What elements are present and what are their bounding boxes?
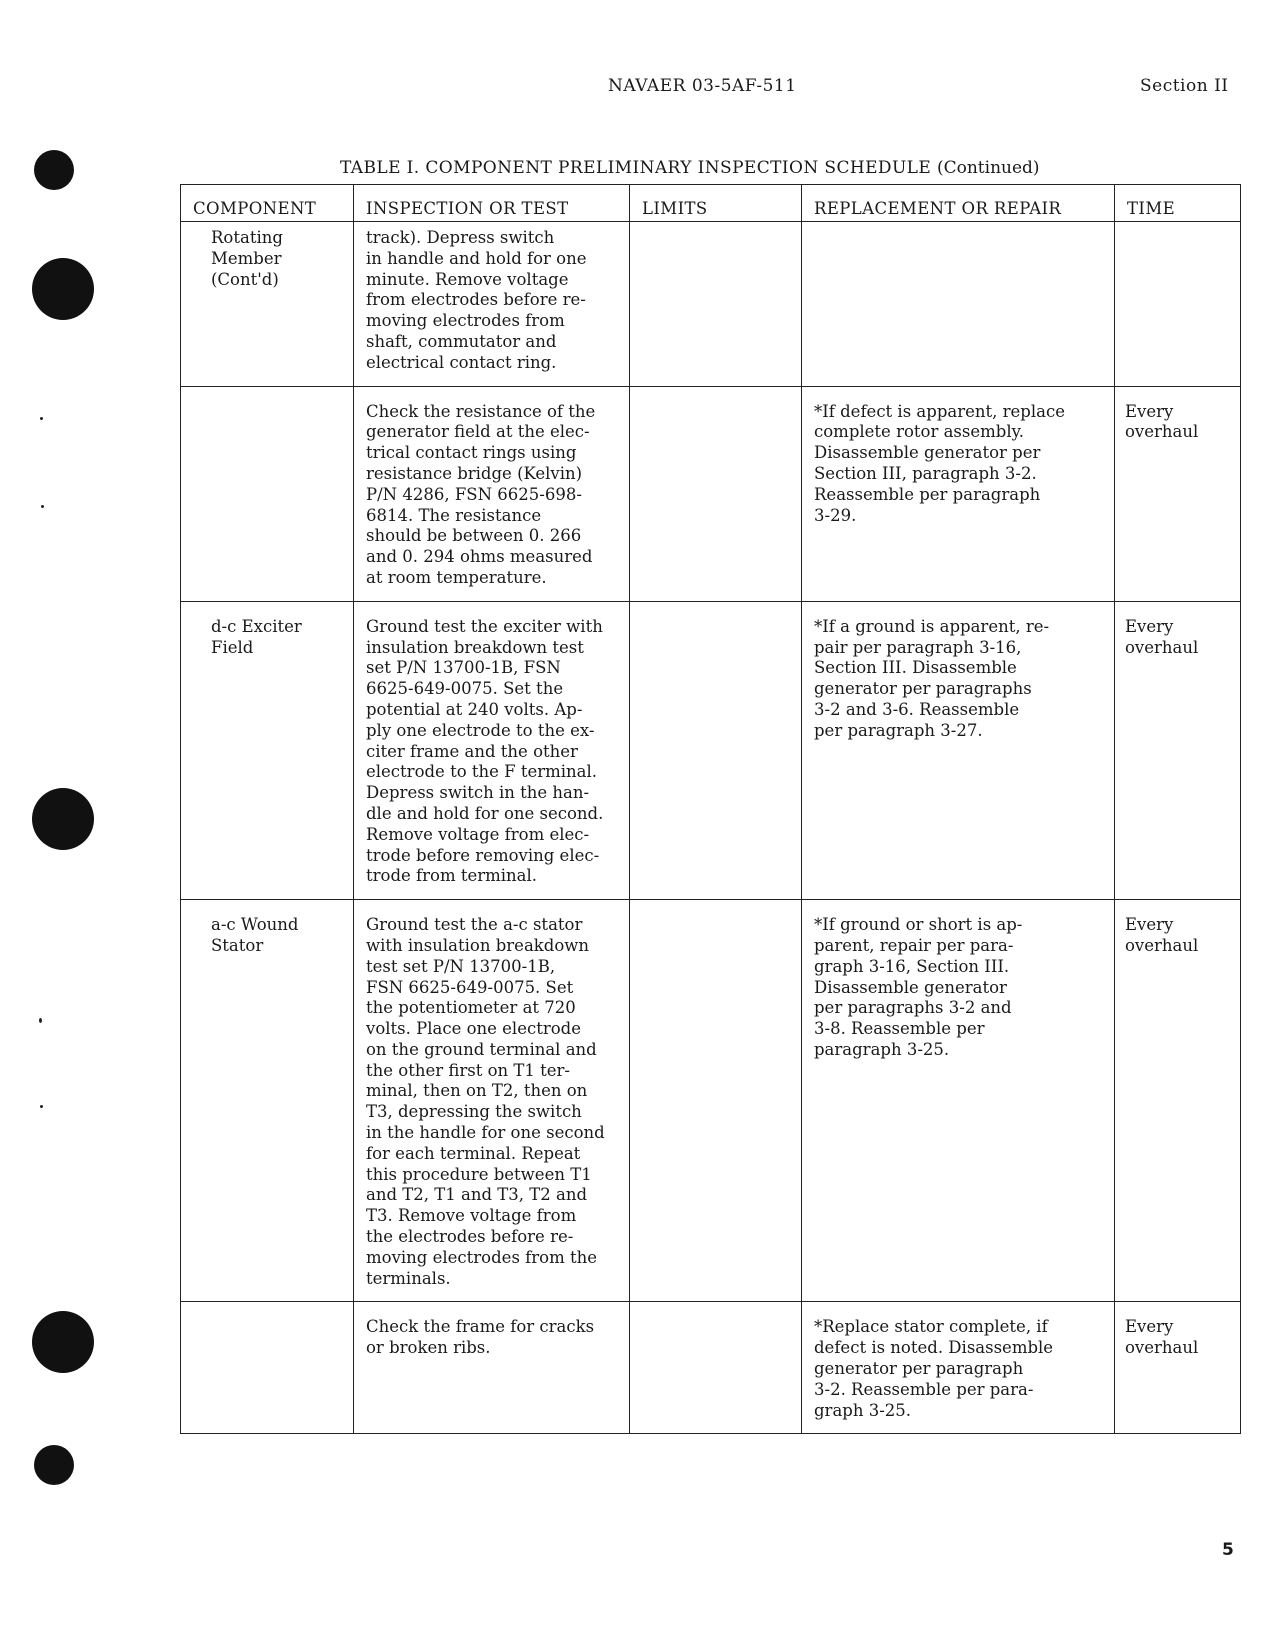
inspection-text-line: at room temperature.	[366, 567, 547, 587]
inspection-text-line: test set P/N 13700-1B,	[366, 956, 556, 976]
table-row	[181, 900, 1241, 1302]
replacement-text-line: graph 3-25.	[814, 1400, 912, 1420]
component-text-line: Stator	[211, 935, 264, 955]
time-text-line: Every	[1125, 401, 1174, 421]
replacement-text-line: pair per paragraph 3-16,	[814, 637, 1022, 657]
inspection-text-line: minal, then on T2, then on	[366, 1081, 588, 1101]
cell-limits	[630, 900, 802, 1302]
inspection-text-line: should be between 0. 266	[366, 526, 582, 546]
inspection-text-line: trical contact rings using	[366, 443, 577, 463]
punch-hole	[32, 258, 94, 320]
inspection-text-line: citer frame and the other	[366, 741, 578, 761]
inspection-text-line: in handle and hold for one	[366, 248, 587, 268]
replacement-text-line: paragraph 3-25.	[814, 1039, 950, 1059]
replacement-text-line: Section III, paragraph 3-2.	[814, 463, 1037, 483]
inspection-text-line: moving electrodes from the	[366, 1247, 597, 1267]
replacement-text-line: 3-8. Reassemble per	[814, 1019, 985, 1039]
time-text-line: overhaul	[1125, 422, 1199, 442]
inspection-text-line: electrode to the F terminal.	[366, 762, 598, 782]
inspection-text-line: volts. Place one electrode	[366, 1019, 581, 1039]
inspection-text-line: Check the frame for cracks	[366, 1317, 595, 1337]
time-text-line: overhaul	[1125, 637, 1199, 657]
time-text-line: overhaul	[1125, 935, 1199, 955]
inspection-text-line: electrical contact ring.	[366, 352, 557, 372]
inspection-text-line: Ground test the a-c stator	[366, 915, 583, 935]
cell-component	[181, 386, 354, 601]
replacement-text-line: 3-29.	[814, 505, 857, 525]
table-caption: TABLE I. COMPONENT PRELIMINARY INSPECTION SCHEDULE (Continued)	[340, 158, 1040, 178]
inspection-text-line: track). Depress switch	[366, 228, 555, 247]
time-text-line: Every	[1125, 616, 1174, 636]
punch-hole	[32, 788, 94, 850]
replacement-text-line: per paragraph 3-27.	[814, 720, 983, 740]
cell-replacement	[802, 386, 1115, 601]
inspection-text-line: Ground test the exciter with	[366, 616, 603, 636]
replacement-text-line: *If ground or short is ap-	[814, 915, 1023, 935]
scan-speck	[40, 1105, 43, 1108]
cell-limits	[630, 222, 802, 387]
table-row	[181, 386, 1241, 601]
component-text-line: d-c Exciter	[211, 616, 302, 636]
cell-component	[181, 601, 354, 899]
replacement-text-line: generator per paragraphs	[814, 679, 1032, 699]
component-text-line: a-c Wound	[211, 915, 299, 935]
inspection-text-line: moving electrodes from	[366, 311, 565, 331]
cell-time	[1115, 222, 1241, 387]
cell-component	[181, 900, 354, 1302]
component-text-line: Rotating	[211, 228, 283, 247]
inspection-text-line: Check the resistance of the	[366, 401, 596, 421]
table-row	[181, 601, 1241, 899]
cell-inspection	[354, 1302, 630, 1434]
inspection-text-line: Remove voltage from elec-	[366, 824, 590, 844]
cell-time	[1115, 601, 1241, 899]
inspection-text-line: or broken ribs.	[366, 1338, 491, 1358]
component-text-line: Member	[211, 248, 282, 268]
inspection-text-line: T3. Remove voltage from	[366, 1206, 577, 1226]
replacement-text-line: Section III. Disassemble	[814, 658, 1017, 678]
cell-component	[181, 1302, 354, 1434]
table-header-row	[181, 185, 1241, 222]
inspection-text-line: ply one electrode to the ex-	[366, 720, 595, 740]
inspection-text-line: 6625-649-0075. Set the	[366, 679, 564, 699]
cell-inspection	[354, 900, 630, 1302]
inspection-text-line: and T2, T1 and T3, T2 and	[366, 1185, 588, 1205]
punch-hole	[34, 150, 74, 190]
scan-speck	[39, 1018, 42, 1023]
document-number: NAVAER 03-5AF-511	[608, 76, 797, 96]
inspection-text-line: set P/N 13700-1B, FSN	[366, 658, 561, 678]
page-number: 5	[1222, 1540, 1234, 1560]
replacement-text-line: Disassemble generator per	[814, 443, 1041, 463]
inspection-schedule-table	[180, 184, 1241, 1434]
replacement-text-line: *If defect is apparent, replace	[814, 401, 1065, 421]
punch-hole	[32, 1311, 94, 1373]
table-row	[181, 222, 1241, 387]
cell-time	[1115, 386, 1241, 601]
inspection-text-line: from electrodes before re-	[366, 290, 586, 310]
punch-hole	[34, 1445, 74, 1485]
replacement-text-line: 3-2. Reassemble per para-	[814, 1379, 1034, 1399]
cell-limits	[630, 386, 802, 601]
column-header-replacement: REPLACEMENT OR REPAIR	[802, 185, 1115, 222]
scan-speck	[41, 505, 44, 508]
inspection-text-line: trode before removing elec-	[366, 845, 600, 865]
inspection-text-line: FSN 6625-649-0075. Set	[366, 977, 574, 997]
cell-limits	[630, 1302, 802, 1434]
cell-replacement	[802, 1302, 1115, 1434]
replacement-text-line: graph 3-16, Section III.	[814, 956, 1010, 976]
replacement-text-line: per paragraphs 3-2 and	[814, 998, 1012, 1018]
cell-inspection	[354, 222, 630, 387]
replacement-text-line: complete rotor assembly.	[814, 422, 1024, 442]
column-header-time: TIME	[1115, 185, 1241, 222]
column-header-component: COMPONENT	[181, 185, 354, 222]
cell-inspection	[354, 386, 630, 601]
component-text-line: Field	[211, 637, 254, 657]
inspection-text-line: insulation breakdown test	[366, 637, 584, 657]
inspection-text-line: the potentiometer at 720	[366, 998, 576, 1018]
column-header-inspection: INSPECTION OR TEST	[354, 185, 630, 222]
cell-component	[181, 222, 354, 387]
replacement-text-line: defect is noted. Disassemble	[814, 1338, 1054, 1358]
replacement-text-line: Reassemble per paragraph	[814, 484, 1041, 504]
inspection-text-line: on the ground terminal and	[366, 1039, 597, 1059]
cell-limits	[630, 601, 802, 899]
replacement-text-line: *If a ground is apparent, re-	[814, 616, 1050, 636]
inspection-text-line: resistance bridge (Kelvin)	[366, 463, 583, 483]
inspection-text-line: in the handle for one second	[366, 1123, 605, 1143]
inspection-text-line: dle and hold for one second.	[366, 803, 604, 823]
scan-speck	[40, 417, 43, 420]
replacement-text-line: 3-2 and 3-6. Reassemble	[814, 699, 1020, 719]
inspection-text-line: potential at 240 volts. Ap-	[366, 699, 583, 719]
inspection-text-line: minute. Remove voltage	[366, 269, 569, 289]
table-row	[181, 1302, 1241, 1434]
inspection-text-line: for each terminal. Repeat	[366, 1143, 581, 1163]
time-text-line: Every	[1125, 1317, 1174, 1337]
inspection-text-line: Depress switch in the han-	[366, 783, 590, 803]
component-text-line: (Cont'd)	[211, 269, 279, 289]
cell-time	[1115, 1302, 1241, 1434]
replacement-text-line: generator per paragraph	[814, 1359, 1024, 1379]
replacement-text-line: *Replace stator complete, if	[814, 1317, 1048, 1337]
inspection-text-line: P/N 4286, FSN 6625-698-	[366, 484, 582, 504]
replacement-text-line: Disassemble generator	[814, 977, 1007, 997]
cell-replacement	[802, 900, 1115, 1302]
inspection-text-line: T3, depressing the switch	[366, 1102, 582, 1122]
inspection-text-line: the electrodes before re-	[366, 1227, 574, 1247]
time-text-line: overhaul	[1125, 1338, 1199, 1358]
cell-replacement	[802, 222, 1115, 387]
inspection-text-line: the other first on T1 ter-	[366, 1060, 571, 1080]
time-text-line: Every	[1125, 915, 1174, 935]
section-label: Section II	[1140, 76, 1229, 96]
replacement-text-line: parent, repair per para-	[814, 935, 1014, 955]
inspection-text-line: generator field at the elec-	[366, 422, 590, 442]
inspection-text-line: 6814. The resistance	[366, 505, 542, 525]
cell-replacement	[802, 601, 1115, 899]
inspection-text-line: this procedure between T1	[366, 1164, 592, 1184]
column-header-limits: LIMITS	[630, 185, 802, 222]
inspection-text-line: shaft, commutator and	[366, 331, 557, 351]
inspection-text-line: with insulation breakdown	[366, 935, 590, 955]
cell-time	[1115, 900, 1241, 1302]
cell-inspection	[354, 601, 630, 899]
inspection-text-line: trode from terminal.	[366, 866, 538, 886]
inspection-text-line: terminals.	[366, 1268, 451, 1288]
inspection-text-line: and 0. 294 ohms measured	[366, 547, 593, 567]
